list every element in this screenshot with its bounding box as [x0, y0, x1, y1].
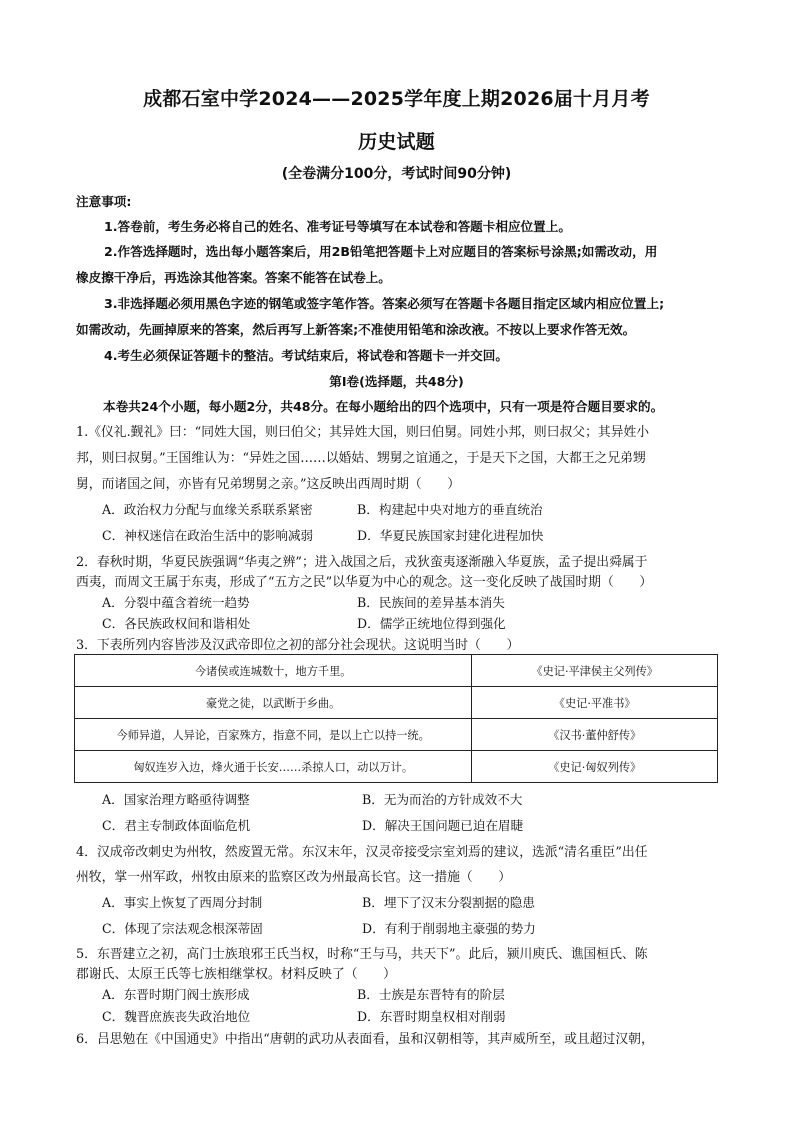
notice-item-3-line-2: 如需改动，先画掉原来的答案，然后再写上新答案;不准使用铅笔和涂改液。不按以上要求作答无效。	[76, 322, 636, 337]
question-2-line-2: 西夷，而周文王属于东夷，形成了“五方之民”以华夏为中心的观念。这一变化反映了战国时期（ ）	[76, 575, 653, 590]
question-4-option-c: C．体现了宗法观念根深蒂固	[102, 921, 263, 936]
notice-item-2-line-2: 橡皮擦干净后，再选涂其他答案。答案不能答在试卷上。	[76, 270, 391, 285]
question-5-line-2: 郡谢氏、太原王氏等七族相继掌权。材料反映了（ ）	[76, 967, 396, 982]
question-3-option-c: C．君主专制政体面临危机	[102, 818, 251, 833]
table-cell-source: 《汉书·董仲舒传》	[472, 719, 718, 751]
question-1-option-d: D．华夏民族国家封建化进程加快	[357, 528, 544, 543]
notice-item-3-line-1: 3.非选择题必须用黑色字迹的钢笔或签字笔作答。答案必须写在答题卡各题目指定区域内相应位置上;	[104, 296, 665, 311]
question-5-option-b: B．士族是东晋特有的阶层	[357, 987, 505, 1002]
table-cell-quote: 匈奴连岁入边，烽火通于长安……杀掠人口，动以万计。	[75, 751, 472, 783]
exam-title: 成都石室中学2024——2025学年度上期2026届十月月考	[143, 88, 650, 110]
question-1-line-3: 舅，而诸国之间，亦皆有兄弟甥舅之亲。”这反映出西周时期（ ）	[76, 477, 461, 492]
question-5-line-1: 5．东晋建立之初，高门士族琅邪王氏当权，时称“王与马，共天下”。此后，颍川庾氏、谯国桓氏、陈	[76, 947, 648, 962]
notice-item-1: 1.答卷前，考生务必将自己的姓名、准考证号等填写在本试卷和答题卡相应位置上。	[104, 219, 571, 234]
question-2-line-1: 2．春秋时期，华夏民族强调“华夷之辨”；进入战国之后，戎狄蛮夷逐渐融入华夏族，孟子提出舜属于	[76, 555, 648, 570]
question-1-option-c: C．神权迷信在政治生活中的影响减弱	[102, 528, 314, 543]
table-cell-quote: 今师异道，人异论，百家殊方，指意不同，是以上亡以持一统。	[75, 719, 472, 751]
question-1-line-1: 1.《仪礼.觐礼》曰：“同姓大国，则曰伯父；其异姓大国，则曰伯舅。同姓小邦，则曰叔父；其异姓小	[76, 425, 650, 440]
table-cell-source: 《史记·平津侯主父列传》	[472, 655, 718, 687]
question-5-option-d: D．东晋时期皇权相对削弱	[357, 1009, 506, 1024]
table-cell-source: 《史记·平准书》	[472, 687, 718, 719]
question-4-line-1: 4．汉成帝改刺史为州牧，然废置无常。东汉末年，汉灵帝接受宗室刘焉的建议，选派“清名重臣”出任	[76, 845, 648, 860]
table-cell-quote: 豪党之徒，以武断于乡曲。	[75, 687, 472, 719]
table-row	[75, 751, 718, 783]
table-row	[75, 687, 718, 719]
table-row	[75, 655, 718, 687]
question-4-option-b: B．埋下了汉末分裂割据的隐患	[362, 895, 535, 910]
table-row	[75, 719, 718, 751]
notice-item-4: 4.考生必须保证答题卡的整洁。考试结束后，将试卷和答题卡一并交回。	[104, 348, 508, 363]
question-2-option-c: C．各民族政权间和谐相处	[102, 616, 251, 631]
notice-heading: 注意事项:	[76, 194, 132, 209]
table-cell-source: 《史记·匈奴列传》	[472, 751, 718, 783]
question-4-line-2: 州牧，掌一州军政，州牧由原来的监察区改为州最高长官。这一措施（ ）	[76, 870, 512, 885]
question-5-option-a: A．东晋时期门阀士族形成	[102, 987, 250, 1002]
question-2-option-b: B．民族间的差异基本消失	[357, 595, 505, 610]
question-3-option-a: A．国家治理方略亟待调整	[102, 792, 250, 807]
notice-item-2-line-1: 2.作答选择题时，选出每小题答案后，用2B铅笔把答题卡上对应题目的答案标号涂黑;如需改动，用	[104, 244, 658, 259]
question-3-line-1: 3．下表所列内容皆涉及汉武帝即位之初的部分社会现状。这说明当时（ ）	[76, 638, 520, 653]
question-3-table	[74, 654, 718, 783]
exam-info: (全卷满分100分，考试时间90分钟)	[281, 166, 512, 182]
section-title: 第I卷(选择题，共48分)	[329, 374, 464, 389]
subject-title: 历史试题	[358, 131, 435, 153]
question-1-option-a: A．政治权力分配与血缘关系联系紧密	[102, 502, 313, 517]
question-2-option-d: D．儒学正统地位得到强化	[357, 616, 506, 631]
question-5-option-c: C．魏晋庶族丧失政治地位	[102, 1009, 251, 1024]
question-2-option-a: A．分裂中蕴含着统一趋势	[102, 595, 250, 610]
section-instruction: 本卷共24个小题，每小题2分，共48分。在每小题给出的四个选项中，只有一项是符合题目要求的。	[103, 399, 664, 414]
question-1-option-b: B．构建起中央对地方的垂直统治	[357, 502, 543, 517]
question-3-option-d: D．解决王国问题已迫在眉睫	[362, 818, 524, 833]
question-4-option-a: A．事实上恢复了西周分封制	[102, 895, 263, 910]
question-4-option-d: D．有利于削弱地主豪强的势力	[362, 921, 536, 936]
question-1-line-2: 邦，则曰叔舅。”王国维认为：“异姓之国……以婚姑、甥舅之谊通之，于是天下之国，大都王之兄弟甥	[76, 451, 646, 466]
question-6-line-1: 6．吕思勉在《中国通史》中指出“唐朝的武功从表面看，虽和汉朝相等，其声威所至，或且超过汉朝，	[76, 1032, 654, 1047]
question-3-option-b: B．无为而治的方针成效不大	[362, 792, 523, 807]
table-cell-quote: 今诸侯或连城数十，地方千里。	[75, 655, 472, 687]
